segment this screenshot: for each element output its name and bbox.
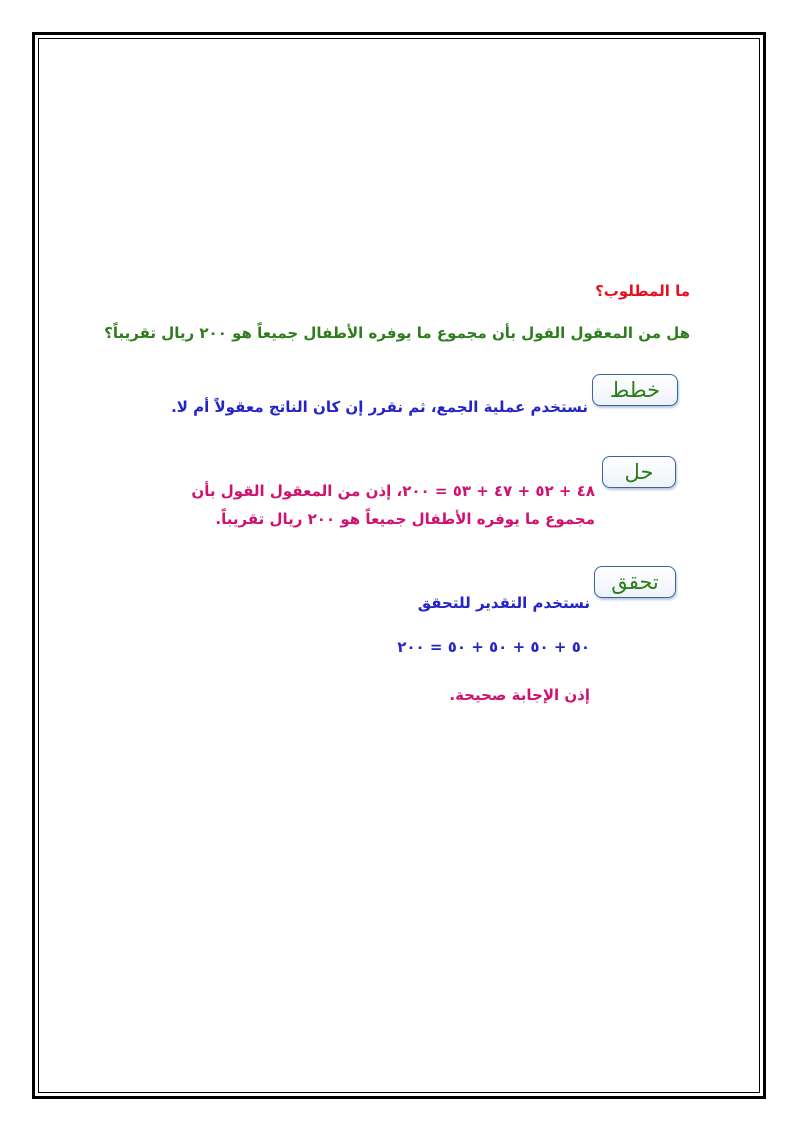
plan-text: نستخدم عملية الجمع، ثم نقرر إن كان الناتج معقولاً أم لا. xyxy=(171,398,588,416)
check-text: نستخدم التقدير للتحقق xyxy=(417,594,590,612)
solve-line-1: ٤٨ + ٥٢ + ٤٧ + ٥٣ = ٢٠٠، إذن من المعقول القول بأن xyxy=(191,482,595,500)
plan-tag-label: خطط xyxy=(609,378,661,402)
check-conclusion: إذن الإجابة صحيحة. xyxy=(449,686,590,704)
question-label: ما المطلوب؟ xyxy=(595,282,690,300)
solve-tag-label: حل xyxy=(624,460,654,484)
plan-tag xyxy=(592,374,678,406)
check-equation: ٥٠ + ٥٠ + ٥٠ + ٥٠ = ٢٠٠ xyxy=(397,638,590,656)
check-tag-label: تحقق xyxy=(611,570,659,594)
solve-line-2: مجموع ما يوفره الأطفال جميعاً هو ٢٠٠ ريال تقريباً. xyxy=(215,510,595,528)
solve-tag xyxy=(602,456,676,488)
question-text: هل من المعقول القول بأن مجموع ما يوفره الأطفال جميعاً هو ٢٠٠ ريال تقريباً؟ xyxy=(104,324,690,342)
check-tag xyxy=(594,566,676,598)
